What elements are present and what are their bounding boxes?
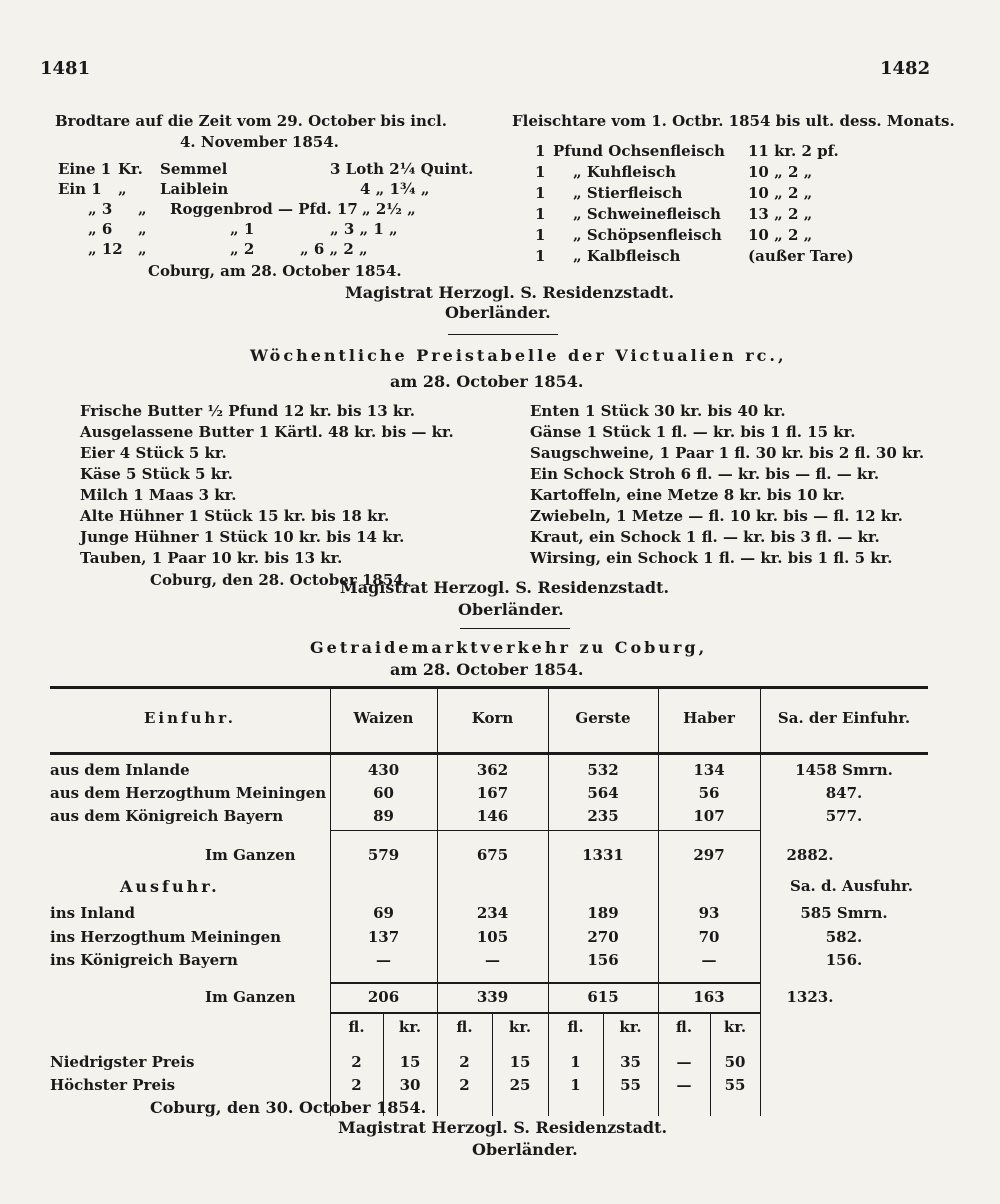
cell-gerste: 564 <box>587 784 619 802</box>
cell-sum: 156. <box>825 951 863 969</box>
preistabelle-date: am 28. October 1854. <box>390 372 584 391</box>
fleischtare-qty: 1 <box>535 163 546 181</box>
signature3-line1: Magistrat Herzogl. S. Residenzstadt. <box>338 1118 668 1137</box>
getraide-place-date: Coburg, den 30. October 1854. <box>150 1098 427 1117</box>
brodtare-unit: „ <box>118 180 127 198</box>
cell-waizen-fl: 2 <box>351 1076 362 1094</box>
fleischtare-price: 13 „ 2 „ <box>748 205 813 223</box>
cell-korn: 167 <box>476 784 509 802</box>
list-item: Saugschweine, 1 Paar 1 fl. 30 kr. bis 2 fl. 30 kr. <box>530 444 925 462</box>
cell-gerste-fl: 1 <box>570 1053 581 1071</box>
brodtare-weight: „ 3 „ 1 „ <box>330 220 398 238</box>
brodtare-item: „ 2 <box>230 240 255 258</box>
cell-gerste-kr: 35 <box>620 1053 641 1071</box>
row-label: aus dem Inlande <box>50 761 190 779</box>
fleischtare-price: 10 „ 2 „ <box>748 226 813 244</box>
fleischtare-price: 10 „ 2 „ <box>748 163 813 181</box>
cell-haber: 297 <box>693 846 725 864</box>
brodtare-weight: 4 „ 1¾ „ <box>360 180 430 198</box>
cell-korn: 234 <box>476 904 509 922</box>
list-item: Zwiebeln, 1 Metze — fl. 10 kr. bis — fl. 12 kr. <box>530 507 903 525</box>
cell-sum: 582. <box>825 928 863 946</box>
divider <box>448 334 558 335</box>
brodtare-qty: „ 3 <box>88 200 113 218</box>
cell-gerste: 532 <box>587 761 619 779</box>
list-item: Gänse 1 Stück 1 fl. — kr. bis 1 fl. 15 kr. <box>530 423 856 441</box>
header-einfuhr: Einfuhr. <box>143 709 237 727</box>
divider <box>460 628 570 629</box>
fleischtare-qty: 1 <box>535 226 546 244</box>
unit-kr: kr. <box>723 1018 747 1036</box>
fleischtare-qty: 1 <box>535 205 546 223</box>
brodtare-unit: Kr. <box>118 160 143 178</box>
cell-korn: 362 <box>476 761 509 779</box>
cell-waizen-kr: 30 <box>399 1076 421 1094</box>
brodtare-weight: „ 6 „ 2 „ <box>300 240 368 258</box>
brodtare-qty: Ein 1 <box>58 180 102 198</box>
row-label: ins Herzogthum Meiningen <box>50 928 282 946</box>
page-number-left: 1481 <box>40 58 91 79</box>
brodtare-unit: „ <box>138 200 147 218</box>
cell-korn: 105 <box>476 928 509 946</box>
brodtare-weight: 3 Loth 2¼ Quint. <box>330 160 474 178</box>
cell-waizen: — <box>376 951 391 969</box>
header-haber: Haber <box>683 709 735 727</box>
preistabelle-place-date: Coburg, den 28. October 1854. <box>150 571 409 589</box>
cell-gerste: 235 <box>587 807 619 825</box>
cell-sum: 847. <box>825 784 863 802</box>
cell-gerste: 1331 <box>582 846 624 864</box>
list-item: Frische Butter ½ Pfund 12 kr. bis 13 kr. <box>80 402 416 420</box>
list-item: Käse 5 Stück 5 kr. <box>80 465 233 483</box>
header-waizen: Waizen <box>353 709 414 727</box>
cell-haber: — <box>701 951 717 969</box>
brodtare-weight: „ 2½ „ <box>362 200 416 218</box>
col-divider <box>760 686 761 1116</box>
table-top-rule <box>50 686 928 689</box>
sum-rule <box>330 830 760 831</box>
cell-sum: 2882. <box>786 846 834 864</box>
sum-rule <box>330 982 760 984</box>
fleischtare-price: 10 „ 2 „ <box>748 184 813 202</box>
row-label: Im Ganzen <box>205 846 296 864</box>
cell-haber-kr: 50 <box>724 1053 746 1071</box>
signature3-line2: Oberländer. <box>472 1140 578 1159</box>
fleischtare-qty: 1 <box>535 142 546 160</box>
cell-waizen: 579 <box>367 846 400 864</box>
cell-waizen: 69 <box>373 904 394 922</box>
cell-korn: 146 <box>476 807 509 825</box>
brodtare-qty: Eine 1 <box>58 160 112 178</box>
col-divider <box>658 686 659 1116</box>
cell-waizen-fl: 2 <box>351 1053 362 1071</box>
fleischtare-item: „ Schöpsenfleisch <box>573 226 722 244</box>
row-label: aus dem Herzogthum Meiningen <box>50 784 327 802</box>
header-sum: Sa. der Einfuhr. <box>777 709 911 727</box>
cell-sum: 1458 Smrn. <box>795 761 893 779</box>
cell-korn-kr: 15 <box>509 1053 531 1071</box>
col-divider <box>437 686 438 1116</box>
cell-waizen: 430 <box>367 761 400 779</box>
brodtare-qty: „ 12 <box>88 240 123 258</box>
fleischtare-item: „ Kuhfleisch <box>573 163 677 181</box>
cell-korn-fl: 2 <box>459 1053 470 1071</box>
list-item: Alte Hühner 1 Stück 15 kr. bis 18 kr. <box>80 507 390 525</box>
list-item: Kartoffeln, eine Metze 8 kr. bis 10 kr. <box>530 486 845 504</box>
brodtare-title-line2: 4. November 1854. <box>180 133 339 151</box>
row-label: Höchster Preis <box>50 1076 176 1094</box>
cell-korn-kr: 25 <box>509 1076 531 1094</box>
cell-korn-fl: 2 <box>459 1076 470 1094</box>
table-header-rule <box>50 752 928 755</box>
col-divider <box>330 686 331 1116</box>
cell-haber: 107 <box>693 807 725 825</box>
brodtare-place-date: Coburg, am 28. October 1854. <box>148 262 402 280</box>
unit-kr: kr. <box>508 1018 532 1036</box>
list-item: Ein Schock Stroh 6 fl. — kr. bis — fl. — kr. <box>530 465 880 483</box>
row-label: Im Ganzen <box>205 988 296 1006</box>
cell-gerste-kr: 55 <box>620 1076 641 1094</box>
row-label: Niedrigster Preis <box>50 1053 195 1071</box>
getraide-date: am 28. October 1854. <box>390 660 584 679</box>
unit-fl: fl. <box>456 1018 473 1036</box>
cell-waizen: 60 <box>373 784 394 802</box>
header-gerste: Gerste <box>575 709 631 727</box>
brodtare-item: Semmel <box>160 160 228 178</box>
row-label: ins Königreich Bayern <box>50 951 238 969</box>
getraide-title: Getraidemarktverkehr zu Coburg, <box>310 638 708 657</box>
cell-haber-fl: — <box>676 1076 692 1094</box>
preistabelle-title: Wöchentliche Preistabelle der Victualien rc., <box>250 346 787 365</box>
cell-haber: 70 <box>698 928 720 946</box>
brodtare-item: Roggenbrod — Pfd. 17 <box>170 200 358 218</box>
cell-waizen: 89 <box>373 807 394 825</box>
row-label: ins Inland <box>50 904 136 922</box>
signature2-line1: Magistrat Herzogl. S. Residenzstadt. <box>340 578 670 597</box>
cell-sum: 1323. <box>786 988 834 1006</box>
cell-waizen: 137 <box>367 928 400 946</box>
fleischtare-item: „ Schweinefleisch <box>573 205 721 223</box>
fleischtare-title: Fleischtare vom 1. Octbr. 1854 bis ult. dess. Monats. <box>512 112 955 130</box>
cell-korn: — <box>485 951 500 969</box>
cell-haber-fl: — <box>676 1053 692 1071</box>
brodtare-item: Laiblein <box>160 180 229 198</box>
signature1-line1: Magistrat Herzogl. S. Residenzstadt. <box>345 283 675 302</box>
row-label: aus dem Königreich Bayern <box>50 807 284 825</box>
cell-gerste: 156 <box>587 951 619 969</box>
cell-haber-kr: 55 <box>724 1076 746 1094</box>
list-item: Milch 1 Maas 3 kr. <box>80 486 237 504</box>
list-item: Ausgelassene Butter 1 Kärtl. 48 kr. bis — kr. <box>80 423 454 441</box>
fleischtare-item: „ Stierfleisch <box>573 184 683 202</box>
unit-fl: fl. <box>675 1018 693 1036</box>
list-item: Junge Hühner 1 Stück 10 kr. bis 14 kr. <box>80 528 405 546</box>
unit-fl: fl. <box>567 1018 584 1036</box>
unit-fl: fl. <box>348 1018 365 1036</box>
cell-waizen: 206 <box>367 988 400 1006</box>
brodtare-item: „ 1 <box>230 220 255 238</box>
cell-haber: 134 <box>693 761 725 779</box>
brodtare-unit: „ <box>138 220 147 238</box>
cell-gerste: 189 <box>587 904 619 922</box>
list-item: Kraut, ein Schock 1 fl. — kr. bis 3 fl. — kr. <box>530 528 880 546</box>
cell-gerste: 270 <box>587 928 619 946</box>
unit-kr: kr. <box>398 1018 422 1036</box>
cell-sum: 585 Smrn. <box>800 904 888 922</box>
unit-kr: kr. <box>619 1018 642 1036</box>
brodtare-title-line1: Brodtare auf die Zeit vom 29. October bis incl. <box>55 112 447 130</box>
header-korn: Korn <box>471 709 514 727</box>
signature2-line2: Oberländer. <box>458 600 564 619</box>
brodtare-qty: „ 6 <box>88 220 113 238</box>
list-item: Wirsing, ein Schock 1 fl. — kr. bis 1 fl. 5 kr. <box>530 549 893 567</box>
fleischtare-item: Pfund Ochsenfleisch <box>553 142 725 160</box>
cell-haber: 163 <box>693 988 725 1006</box>
fleischtare-price: (außer Tare) <box>748 247 854 265</box>
fleischtare-qty: 1 <box>535 184 546 202</box>
cell-haber: 56 <box>698 784 720 802</box>
fleischtare-qty: 1 <box>535 247 546 265</box>
cell-gerste-fl: 1 <box>570 1076 581 1094</box>
fleischtare-item: „ Kalbfleisch <box>573 247 681 265</box>
cell-sum: 577. <box>825 807 863 825</box>
brodtare-unit: „ <box>138 240 147 258</box>
list-item: Tauben, 1 Paar 10 kr. bis 13 kr. <box>80 549 343 567</box>
list-item: Eier 4 Stück 5 kr. <box>80 444 227 462</box>
cell-haber: 93 <box>698 904 720 922</box>
cell-korn: 339 <box>476 988 509 1006</box>
sum-rule <box>330 1012 760 1014</box>
ausfuhr-header: Ausfuhr. <box>120 877 220 896</box>
cell-waizen-kr: 15 <box>399 1053 421 1071</box>
page-number-right: 1482 <box>880 58 931 79</box>
cell-gerste: 615 <box>587 988 619 1006</box>
ausfuhr-sum-header: Sa. d. Ausfuhr. <box>790 877 913 895</box>
cell-korn: 675 <box>476 846 509 864</box>
signature1-line2: Oberländer. <box>445 303 551 322</box>
fleischtare-price: 11 kr. 2 pf. <box>748 142 839 160</box>
col-divider <box>548 686 549 1116</box>
list-item: Enten 1 Stück 30 kr. bis 40 kr. <box>530 402 786 420</box>
